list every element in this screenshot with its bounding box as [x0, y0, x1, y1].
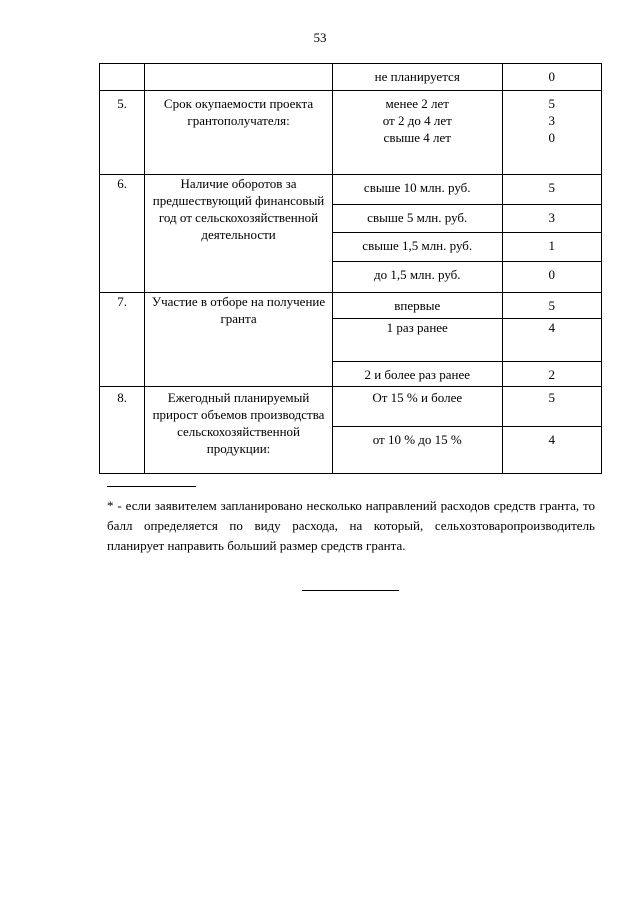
option-cell — [332, 64, 502, 91]
option-text: 1 раз ранее — [386, 320, 448, 335]
score-text: 0 — [548, 130, 556, 145]
criterion-cell — [145, 91, 333, 175]
score-text: 2 — [548, 367, 556, 382]
criteria-table — [99, 63, 602, 474]
page-number: 53 — [313, 30, 327, 45]
table-row — [100, 387, 602, 427]
score-text: 5 — [548, 298, 556, 313]
criterion-cell — [145, 387, 333, 474]
option-text: не планируется — [374, 69, 460, 84]
table-row — [100, 91, 602, 175]
criterion-cell — [145, 293, 333, 387]
criterion-text: Срок окупаемости проекта грантополучателя: — [163, 96, 314, 128]
score-cell — [502, 319, 601, 362]
option-cell — [332, 362, 502, 387]
option-text: 2 и более раз ранее — [364, 367, 471, 382]
row-number: 7. — [117, 294, 127, 309]
score-cell — [502, 427, 601, 474]
criterion-text: Наличие оборотов за предшествующий финансовый год от сельскохозяйственной деятельности — [152, 176, 325, 242]
option-cell — [332, 293, 502, 319]
criterion-cell — [145, 64, 333, 91]
score-text: 5 — [548, 390, 556, 405]
score-cell — [502, 91, 601, 175]
option-text: свыше 10 млн. руб. — [363, 180, 471, 195]
score-text: 5 — [548, 180, 556, 195]
score-cell — [502, 362, 601, 387]
row-number-cell — [100, 64, 145, 91]
option-cell — [332, 387, 502, 427]
option-text: свыше 1,5 млн. руб. — [362, 238, 473, 253]
option-text: свыше 4 лет — [383, 130, 451, 145]
footnote-text: * - если заявителем запланировано несколько направлений расходов средств гранта, то балл определяется по виду расхода, на который, сельхозтоваропроизводитель планирует направить больший размер средств гранта. — [107, 498, 595, 553]
option-cell — [332, 91, 502, 175]
table-row — [100, 64, 602, 91]
criterion-cell — [145, 175, 333, 293]
table-row — [100, 175, 602, 205]
score-text: 0 — [548, 69, 556, 84]
criterion-text: Участие в отборе на получение гранта — [151, 294, 326, 326]
score-cell — [502, 233, 601, 262]
option-text: до 1,5 млн. руб. — [373, 267, 461, 282]
option-cell — [332, 205, 502, 233]
row-number-cell — [100, 387, 145, 474]
option-text: от 10 % до 15 % — [372, 432, 462, 447]
option-cell — [332, 427, 502, 474]
footnote-separator — [107, 486, 196, 487]
score-cell — [502, 175, 601, 205]
option-cell — [332, 175, 502, 205]
option-text: свыше 5 млн. руб. — [367, 210, 468, 225]
score-text: 3 — [548, 113, 556, 128]
option-cell — [332, 233, 502, 262]
option-text: от 2 до 4 лет — [382, 113, 452, 128]
score-cell — [502, 387, 601, 427]
row-number-cell — [100, 175, 145, 293]
option-cell — [332, 262, 502, 293]
score-text: 3 — [548, 210, 556, 225]
score-cell — [502, 205, 601, 233]
option-cell — [332, 319, 502, 362]
row-number: 8. — [117, 390, 127, 405]
row-number-cell — [100, 91, 145, 175]
score-cell — [502, 64, 601, 91]
criterion-text: Ежегодный планируемый прирост объемов производства сельскохозяйственной продукции: — [152, 390, 325, 456]
row-number: 5. — [117, 96, 127, 111]
option-text: От 15 % и более — [372, 390, 463, 405]
end-separator — [302, 590, 399, 591]
score-text: 0 — [548, 267, 556, 282]
score-text: 1 — [548, 238, 556, 253]
option-text: впервые — [394, 298, 441, 313]
row-number: 6. — [117, 176, 127, 191]
score-text: 5 — [548, 96, 556, 111]
score-cell — [502, 262, 601, 293]
table-row — [100, 293, 602, 319]
option-text: менее 2 лет — [385, 96, 449, 111]
score-text: 4 — [548, 320, 556, 335]
score-text: 4 — [548, 432, 556, 447]
score-cell — [502, 293, 601, 319]
row-number-cell — [100, 293, 145, 387]
